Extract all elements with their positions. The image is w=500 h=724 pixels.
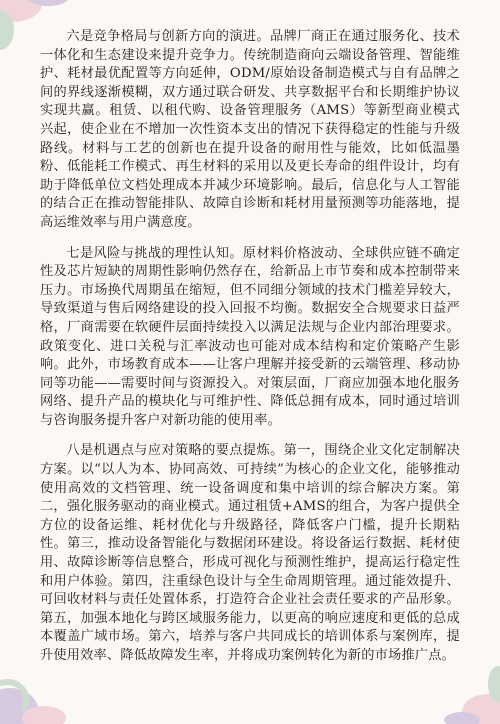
paragraph-seven-risks: 七是风险与挑战的理性认知。原材料价格波动、全球供应链不确定性及芯片短缺的周期性影响仍然存在，给新品上市节奏和成本控制带来压力。市场换代周期虽在缩短，但不同细分领域的技术门槛差异较大，导致渠道与售后网络建设的投入回报不均衡。数据安全合规要求日益严格，厂商需要在软硬件层面持续投入以满足法规与企业内部治理要求。政策变化、进口关税与汇率波动也可能对成本结构和定价策略产生影响。此外，市场教育成本——让客户理解并接受新的云端管理、移动协同等功能——需要时间与资源投入。对策层面，厂商应加强本地化服务网络、提升产品的模块化与可维护性、降低总拥有成本，同时通过培训与咨询服务提升客户对新功能的使用率。: [40, 245, 460, 428]
paragraph-eight-opportunities: 八是机遇点与应对策略的要点提炼。第一，围绕企业文化定制解决方案。以“以人为本、协同高效、可持续”为核心的企业文化，能够推动使用高效的文档管理、统一设备调度和集中培训的综合解决方案。第二，强化服务驱动的商业模式。通过租赁+AMS的组合，为客户提供全方位的设备运维、耗材优化与升级路径，降低客户门槛，提升长期粘性。第三，推动设备智能化与数据闭环建设。将设备运行数据、耗材使用、故障诊断等信息整合，形成可视化与预测性维护，提高运行稳定性和用户体验。第四，注重绿色设计与全生命周期管理。通过能效提升、可回收材料与责任处置体系，打造符合企业社会责任要求的产品形象。第五，加强本地化与跨区域服务能力，以更高的响应速度和更低的总成本覆盖广域市场。第六，培养与客户共同成长的培训体系与案例库，提升使用效率、降低故障发生率，并将成功案例转化为新的市场推广点。: [40, 443, 460, 663]
paragraph-six-competition: 六是竞争格局与创新方向的演进。品牌厂商正在通过服务化、技术一体化和生态建设来提升竞争力。传统制造商向云端设备管理、智能维护、耗材最优配置等方向延伸，ODM/原始设备制造模式与自有品牌之间的界线逐渐模糊，双方通过联合研发、共享数据平台和长期维护协议实现共赢。租赁、以租代购、设备管理服务（AMS）等新型商业模式兴起，使企业在不增加一次性资本支出的情况下获得稳定的性能与升级路线。材料与工艺的创新也在提升设备的耐用性与能效，比如低温墨粉、低能耗工作模式、再生材料的采用以及更长寿命的组件设计，均有助于降低单位文档处理成本并减少环境影响。最后，信息化与人工智能的结合正在推动智能排队、故障自诊断和耗材用量预测等功能落地，提高运维效率与用户满意度。: [40, 29, 460, 230]
